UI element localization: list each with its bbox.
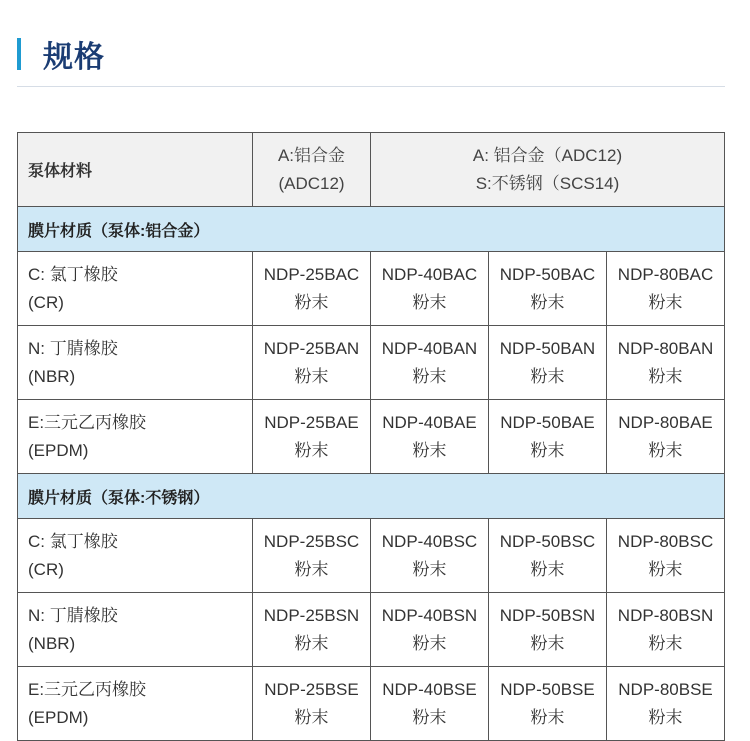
model-cell (489, 667, 607, 741)
diaphragm-material-cell (18, 519, 253, 593)
model-number: NDP-40BAE (382, 412, 477, 432)
model-cell (607, 326, 725, 400)
model-number: NDP-40BSN (381, 605, 478, 625)
diaphragm-material-cell (18, 326, 253, 400)
model-number: NDP-50BSE (500, 679, 595, 699)
material-code: (NBR) (28, 366, 76, 386)
model-cell (371, 667, 489, 741)
model-type: 粉末 (648, 292, 683, 312)
model-type: 粉末 (412, 707, 447, 727)
model-cell (371, 593, 489, 667)
model-cell (253, 519, 371, 593)
model-cell (371, 400, 489, 474)
model-cell (489, 519, 607, 593)
material-code: (CR) (28, 559, 64, 579)
model-number: NDP-25BSC (263, 531, 360, 551)
model-type: 粉末 (530, 559, 565, 579)
model-number: NDP-25BSE (264, 679, 359, 699)
model-cell (253, 593, 371, 667)
model-type: 粉末 (294, 707, 329, 727)
material-code: (EPDM) (28, 707, 89, 727)
model-cell (607, 519, 725, 593)
model-type: 粉末 (530, 633, 565, 653)
model-cell (371, 252, 489, 326)
model-number: NDP-50BAN (499, 338, 596, 358)
material-name: E:三元乙丙橡胶 (28, 412, 147, 432)
model-type: 粉末 (648, 559, 683, 579)
model-number: NDP-50BSN (499, 605, 596, 625)
diaphragm-material-cell (18, 252, 253, 326)
model-type: 粉末 (294, 559, 329, 579)
model-type: 粉末 (648, 366, 683, 386)
page-title: 规格 (43, 41, 105, 74)
model-type: 粉末 (530, 366, 565, 386)
model-cell (607, 400, 725, 474)
model-type: 粉末 (412, 559, 447, 579)
model-number: NDP-40BSE (382, 679, 477, 699)
heading-accent-bar (17, 38, 21, 70)
material-name: N: 丁腈橡胶 (28, 605, 118, 625)
model-cell (489, 400, 607, 474)
model-number: NDP-50BAE (500, 412, 595, 432)
table-row (18, 326, 725, 400)
diaphragm-material-cell (18, 667, 253, 741)
spec-table (17, 132, 725, 741)
model-type: 粉末 (530, 292, 565, 312)
section-title: 膜片材质（泵体:铝合金） (18, 207, 725, 252)
model-number: NDP-80BSN (617, 605, 714, 625)
diaphragm-material-cell (18, 593, 253, 667)
table-row (18, 252, 725, 326)
model-type: 粉末 (294, 440, 329, 460)
section-header-row (18, 207, 725, 252)
section-header-row (18, 474, 725, 519)
model-cell (607, 593, 725, 667)
material-code: (NBR) (28, 633, 76, 653)
model-cell (253, 400, 371, 474)
model-type: 粉末 (530, 707, 565, 727)
model-cell (489, 593, 607, 667)
material-name: C: 氯丁橡胶 (28, 531, 118, 551)
material-code: (CR) (28, 292, 64, 312)
model-cell (253, 667, 371, 741)
diaphragm-material-cell (18, 400, 253, 474)
model-cell (489, 326, 607, 400)
model-cell (253, 252, 371, 326)
model-type: 粉末 (412, 633, 447, 653)
material-name: E:三元乙丙橡胶 (28, 679, 147, 699)
model-type: 粉末 (294, 366, 329, 386)
model-number: NDP-40BAC (381, 264, 478, 284)
model-type: 粉末 (412, 440, 447, 460)
table-row (18, 667, 725, 741)
table-row (18, 400, 725, 474)
heading-divider (17, 86, 725, 87)
material-name: C: 氯丁橡胶 (28, 264, 118, 284)
model-type: 粉末 (412, 292, 447, 312)
model-number: NDP-50BAC (499, 264, 596, 284)
model-number: NDP-50BSC (499, 531, 596, 551)
model-number: NDP-40BSC (381, 531, 478, 551)
model-type: 粉末 (648, 707, 683, 727)
pump-body-material-label: 泵体材料 (18, 133, 253, 207)
model-type: 粉末 (294, 292, 329, 312)
model-number: NDP-80BAE (618, 412, 713, 432)
model-type: 粉末 (412, 366, 447, 386)
model-cell (253, 326, 371, 400)
section-heading (17, 36, 105, 72)
model-number: NDP-40BAN (381, 338, 478, 358)
model-number: NDP-80BSE (618, 679, 713, 699)
model-number: NDP-25BAE (264, 412, 359, 432)
model-type: 粉末 (294, 633, 329, 653)
model-type: 粉末 (530, 440, 565, 460)
header-aluminum-cell: A:铝合金 (ADC12) (253, 133, 371, 207)
model-number: NDP-25BAN (263, 338, 360, 358)
model-number: NDP-80BSC (617, 531, 714, 551)
model-cell (371, 326, 489, 400)
model-type: 粉末 (648, 633, 683, 653)
model-number: NDP-25BAC (263, 264, 360, 284)
model-cell (607, 667, 725, 741)
section-title: 膜片材质（泵体:不锈钢） (18, 474, 725, 519)
model-number: NDP-80BAN (617, 338, 714, 358)
model-number: NDP-25BSN (263, 605, 360, 625)
header-aluminum-stainless-cell: A: 铝合金（ADC12) S:不锈钢（SCS14) (371, 133, 725, 207)
material-code: (EPDM) (28, 440, 89, 460)
model-cell (371, 519, 489, 593)
model-type: 粉末 (648, 440, 683, 460)
table-row (18, 593, 725, 667)
table-row (18, 519, 725, 593)
material-name: N: 丁腈橡胶 (28, 338, 118, 358)
model-number: NDP-80BAC (617, 264, 714, 284)
model-cell (489, 252, 607, 326)
table-header-row (18, 133, 725, 207)
model-cell (607, 252, 725, 326)
